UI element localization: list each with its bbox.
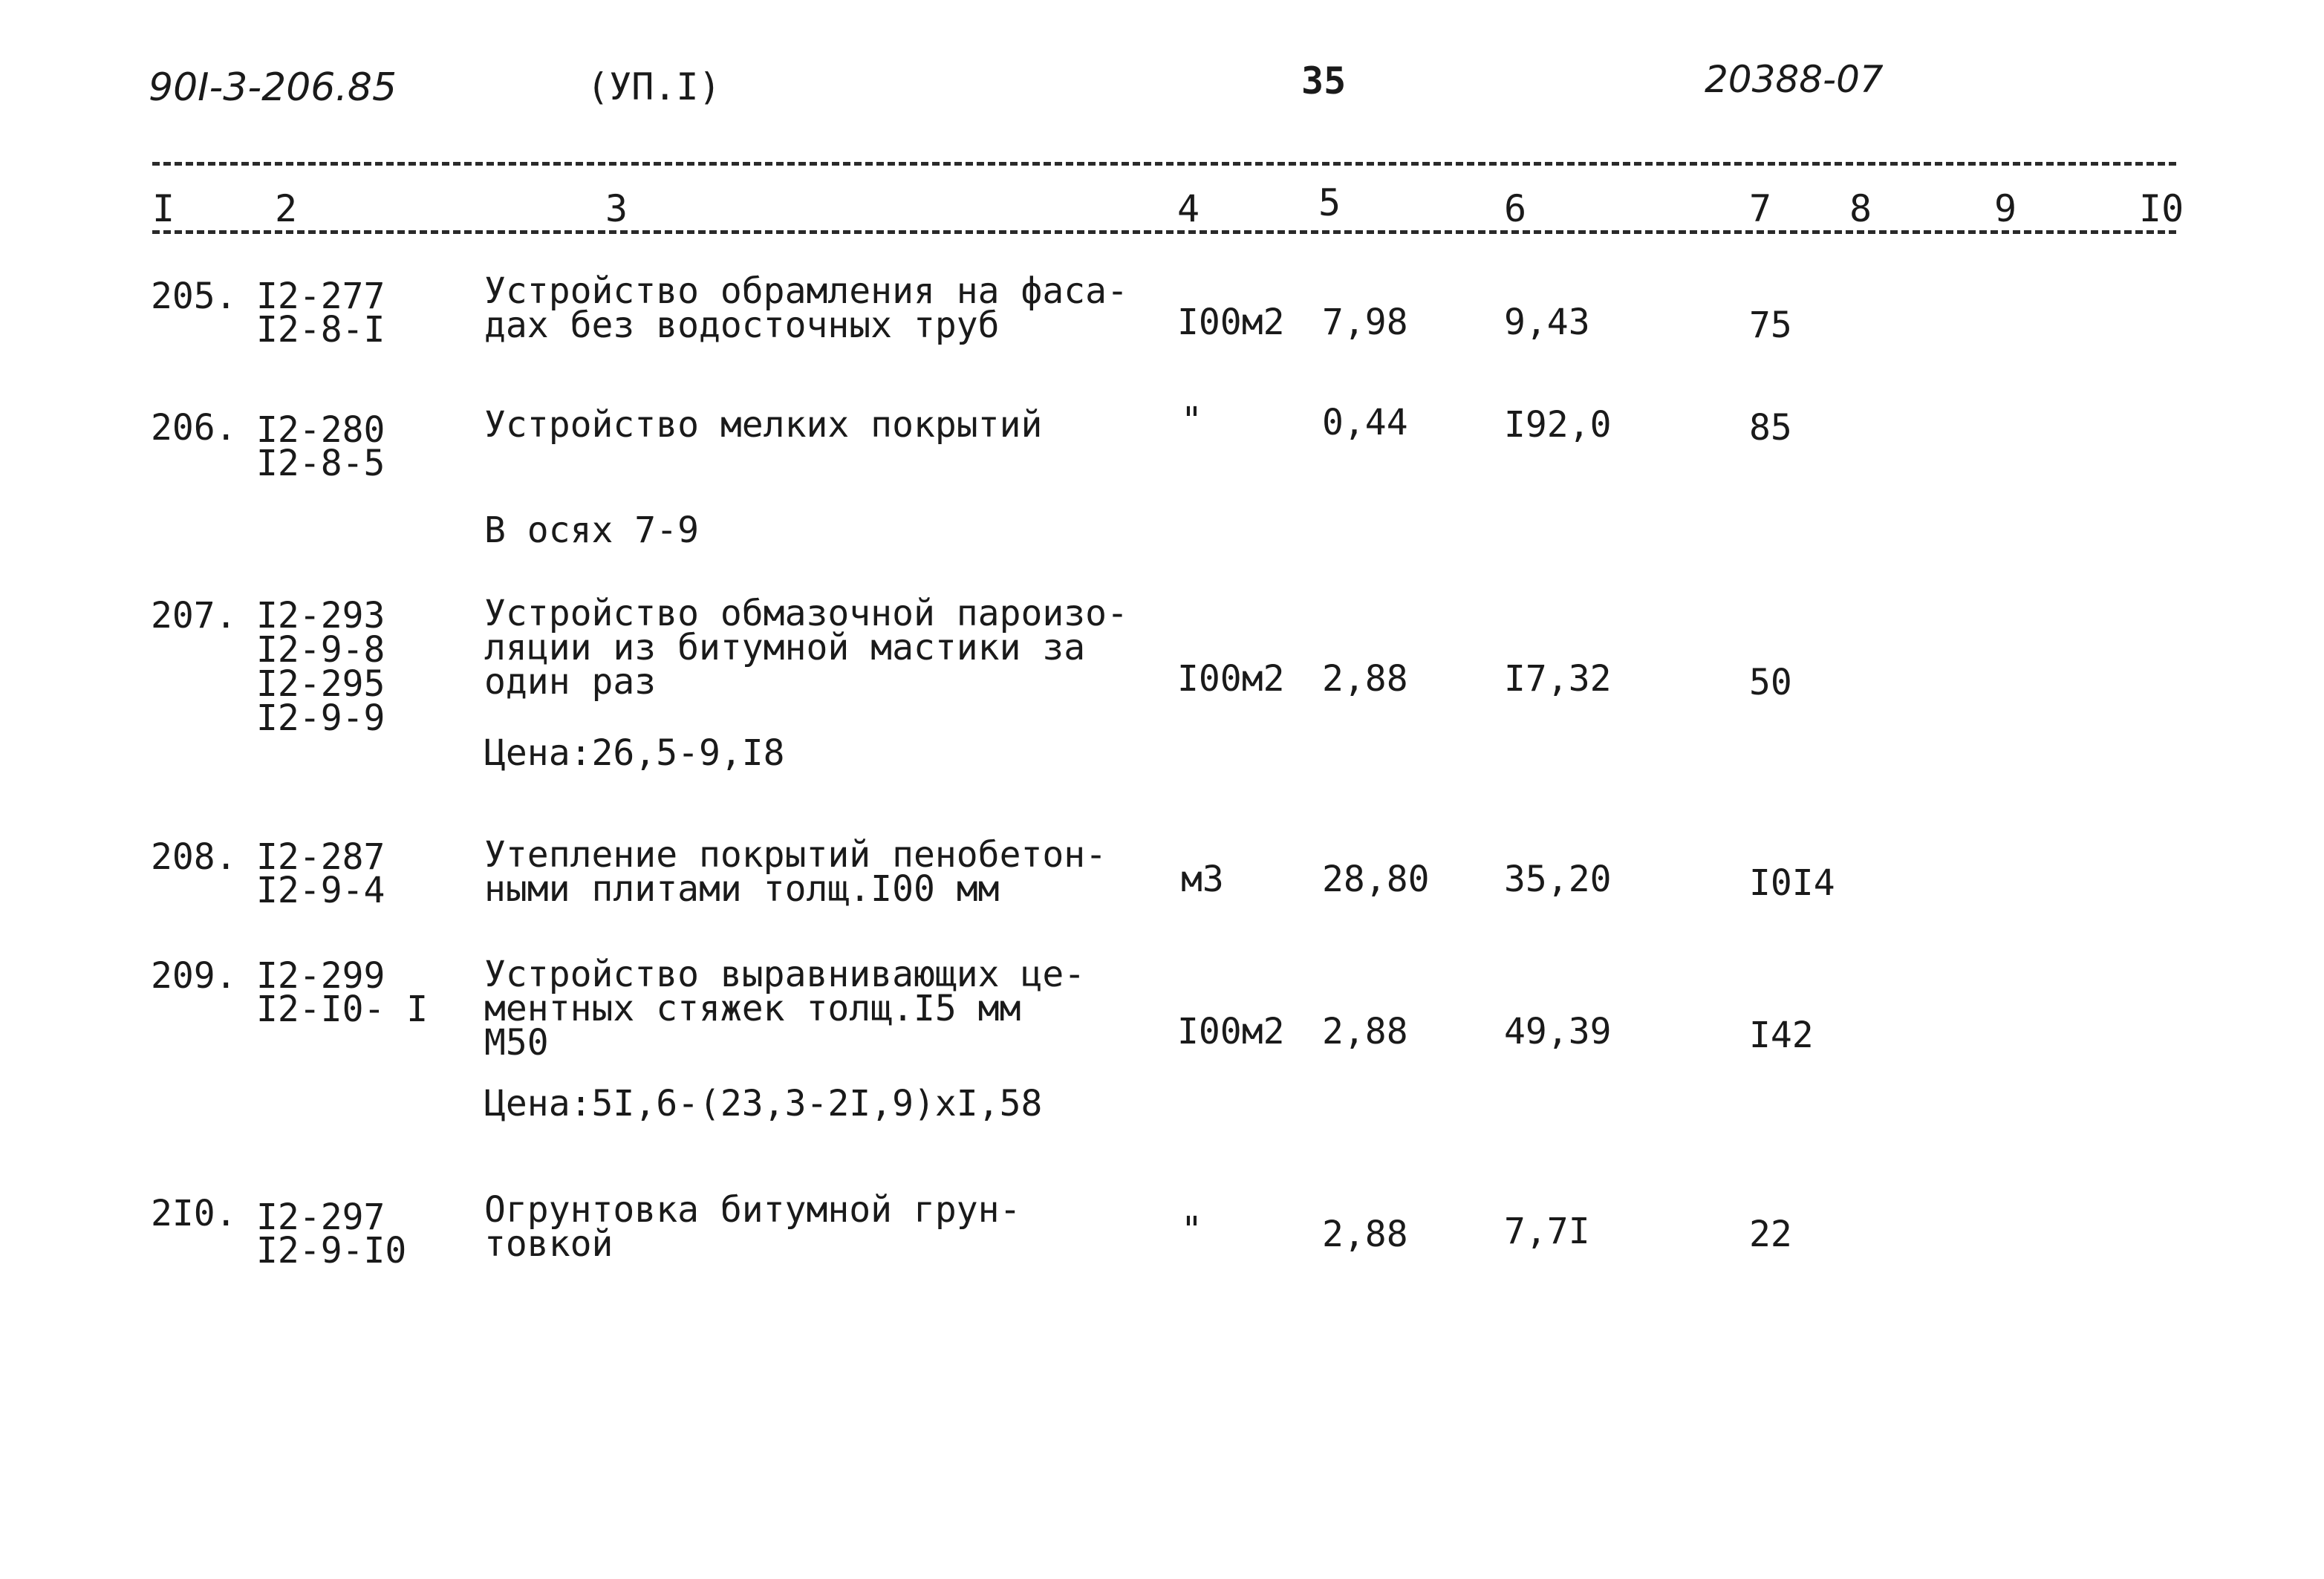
row-209-unit-price: 49,39 [1504, 1011, 1612, 1052]
page-number: 35 [1301, 59, 1347, 102]
column-number-5: 5 [1318, 181, 1341, 224]
row-206-description [484, 404, 1043, 446]
column-number-7: 7 [1749, 187, 1772, 230]
row-206-total: 85 [1749, 407, 1792, 449]
column-number-2: 2 [275, 187, 298, 230]
top-dashed-rule [152, 162, 2176, 166]
row-209-desc-line-3: М50 [484, 1022, 549, 1064]
row-206-code-1: I2-280 [256, 409, 385, 451]
row-207-desc-line-3: один раз [484, 661, 657, 703]
row-209-description [484, 954, 1086, 1064]
row-210-unit-price: 7,7I [1504, 1211, 1590, 1252]
row-210-code-2: I2-9-I0 [256, 1230, 407, 1272]
column-number-8: 8 [1849, 187, 1872, 230]
row-207-codes [256, 595, 385, 739]
row-209-unit: I00м2 [1177, 1011, 1285, 1052]
row-206-desc-line-1: Устройство мелких покрытий [484, 404, 1043, 446]
row-207-code-3: I2-295 [256, 663, 385, 705]
row-210-code-1: I2-297 [256, 1197, 385, 1238]
row-205-desc-line-2: дах без водосточных труб [484, 305, 1000, 346]
row-210-codes [256, 1197, 407, 1272]
column-header-dashed-rule [152, 230, 2176, 234]
row-207-code-2: I2-9-8 [256, 629, 385, 671]
row-209-number: 209. [151, 955, 237, 997]
column-number-10: I0 [2139, 187, 2184, 230]
row-209-codes [256, 955, 429, 1030]
row-207-price-note: Цена:26,5-9,I8 [484, 732, 785, 774]
row-208-code-2: I2-9-4 [256, 870, 385, 911]
row-209-desc-line-1: Устройство выравнивающих це- [484, 954, 1086, 995]
row-206-unit: " [1181, 400, 1202, 441]
row-208-description [484, 834, 1107, 910]
row-207-desc-line-1: Устройство обмазочной пароизо- [484, 593, 1128, 634]
row-209-total: I42 [1749, 1015, 1814, 1056]
row-209-quantity: 2,88 [1322, 1011, 1408, 1052]
row-205-description [484, 270, 1128, 346]
row-210-description [484, 1189, 1021, 1265]
row-208-unit-price: 35,20 [1504, 859, 1612, 900]
row-205-number: 205. [151, 276, 237, 317]
row-207-description [484, 593, 1128, 703]
row-208-total: I0I4 [1749, 862, 1835, 904]
row-205-code-2: I2-8-I [256, 309, 385, 351]
row-205-unit-price: 9,43 [1504, 302, 1590, 343]
column-number-3: 3 [605, 187, 628, 230]
row-206-unit-price: I92,0 [1504, 404, 1612, 446]
volume-label: (УП.I) [587, 65, 721, 108]
row-207-number: 207. [151, 595, 237, 637]
row-210-desc-line-2: товкой [484, 1223, 613, 1265]
row-207-unit: I00м2 [1177, 658, 1285, 700]
row-208-desc-line-2: ными плитами толщ.I00 мм [484, 868, 1000, 910]
row-205-desc-line-1: Устройство обрамления на фаса- [484, 270, 1128, 312]
row-209-code-2: I2-I0- I [256, 989, 429, 1030]
column-number-9: 9 [1994, 187, 2017, 230]
row-206-quantity: 0,44 [1322, 402, 1408, 443]
row-210-quantity: 2,88 [1322, 1214, 1408, 1255]
row-206-number: 206. [151, 407, 237, 449]
row-207-quantity: 2,88 [1322, 658, 1408, 700]
column-number-6: 6 [1504, 187, 1527, 230]
row-207-total: 50 [1749, 662, 1792, 703]
row-207-code-4: I2-9-9 [256, 697, 385, 739]
row-208-unit: м3 [1181, 859, 1224, 900]
row-209-price-note: Цена:5I,6-(23,3-2I,9)хI,58 [484, 1083, 1043, 1124]
column-number-4: 4 [1177, 187, 1200, 230]
row-207-code-1: I2-293 [256, 595, 385, 637]
row-210-unit: " [1181, 1209, 1202, 1251]
row-208-number: 208. [151, 836, 237, 878]
row-210-desc-line-1: Огрунтовка битумной грун- [484, 1189, 1021, 1231]
section-heading: В осях 7-9 [484, 509, 699, 551]
column-number-1: I [152, 187, 175, 230]
row-205-code-1: I2-277 [256, 276, 385, 317]
row-206-code-2: I2-8-5 [256, 443, 385, 484]
row-208-quantity: 28,80 [1322, 859, 1430, 900]
row-208-codes [256, 836, 385, 911]
row-205-codes [256, 276, 385, 351]
row-210-total: 22 [1749, 1214, 1792, 1255]
row-205-unit: I00м2 [1177, 302, 1285, 343]
inventory-number: 20388-07 [1705, 58, 1884, 101]
row-210-number: 2I0. [151, 1193, 237, 1234]
document-code: 90I-3-206.85 [149, 65, 397, 110]
row-208-code-1: I2-287 [256, 836, 385, 878]
row-207-desc-line-2: ляции из битумной мастики за [484, 627, 1086, 668]
row-209-code-1: I2-299 [256, 955, 385, 997]
row-209-desc-line-2: ментных стяжек толщ.I5 мм [484, 988, 1021, 1029]
row-208-desc-line-1: Утепление покрытий пенобетон- [484, 834, 1107, 876]
row-206-codes [256, 409, 385, 484]
row-207-unit-price: I7,32 [1504, 658, 1612, 700]
row-205-total: 75 [1749, 305, 1792, 346]
row-205-quantity: 7,98 [1322, 302, 1408, 343]
